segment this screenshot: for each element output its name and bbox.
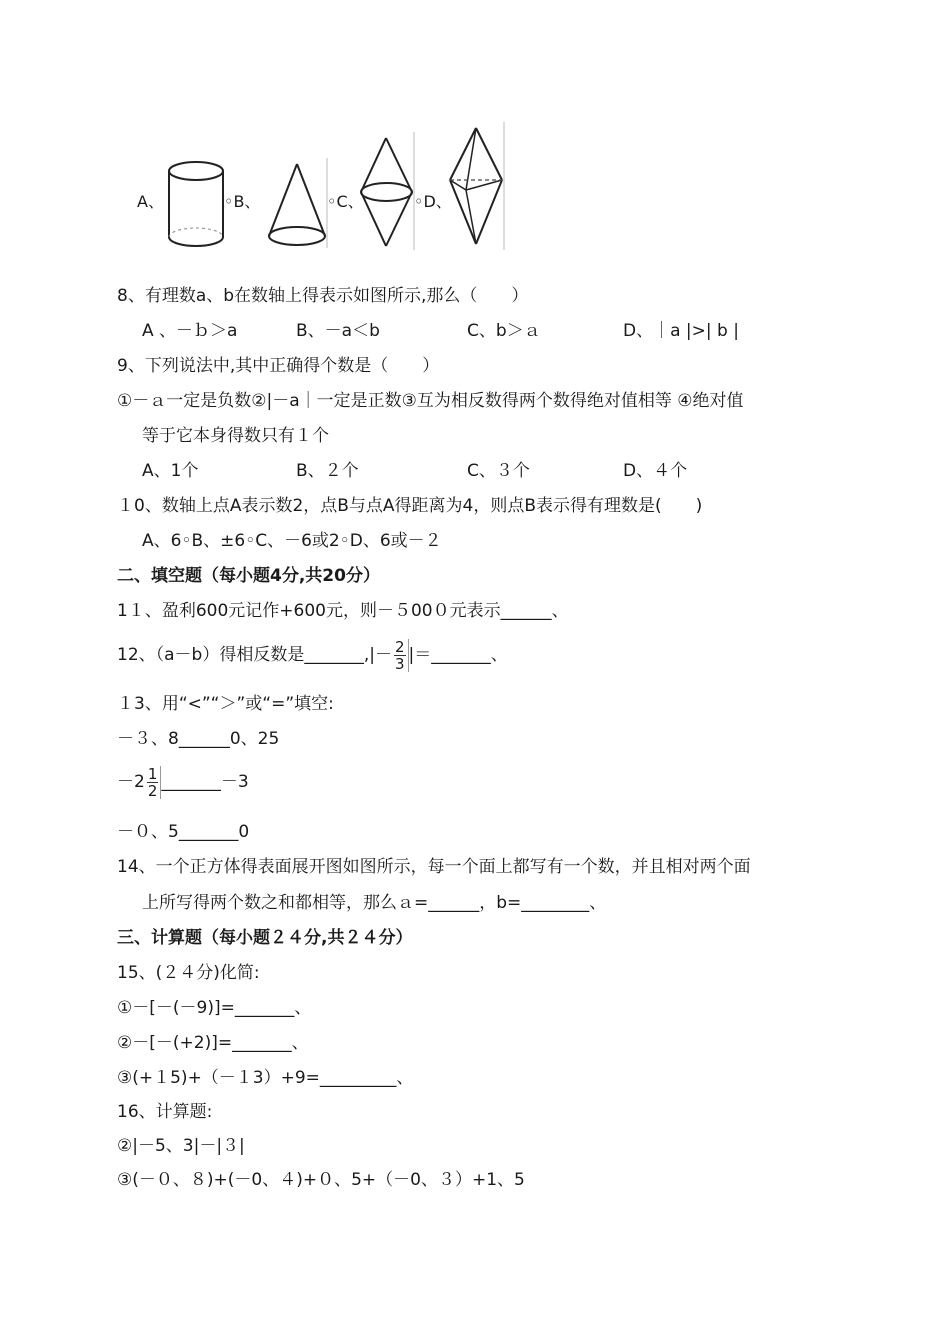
q9-option-d: D、４个 [623, 461, 688, 481]
section-2-heading: 二、填空题（每小题4分,共20分） [117, 566, 380, 586]
option-a-label: A、 [137, 192, 164, 211]
q9-statements-line1: ①－ａ一定是负数②|－a｜一定是正数③互为相反数得两个数得绝对值相等 ④绝对值 [117, 391, 744, 411]
q14-line2: 上所写得两个数之和都相等，那么ａ=______，b=________、 [142, 893, 607, 913]
q16-item2: ②|－5、3|－|３| [117, 1136, 245, 1156]
q12-fraction-numerator: 2 [394, 637, 405, 656]
q15-item3: ③(+１5)+（－１3）+9=_________、 [117, 1068, 414, 1088]
q12 [117, 635, 508, 675]
q9-stem: 9、下列说法中,其中正确得个数是（ ） [117, 356, 440, 376]
q8-option-d: D、｜a |>| b | [623, 321, 739, 341]
q13-item2 [117, 762, 249, 802]
option-c-label: ◦C、 [327, 192, 364, 211]
q13-item2-denominator: 2 [147, 781, 158, 800]
q16-item3: ③(－０、８)+(－0、４)+０、5+（－0、３）+1、5 [117, 1170, 525, 1190]
q8-stem: 8、有理数a、b在数轴上得表示如图所示,那么（ ） [117, 286, 529, 306]
q9-option-b: B、２个 [296, 461, 359, 481]
q13-item2-suffix: _______－3 [161, 772, 249, 792]
q15-stem: 15、(２４分)化简: [117, 963, 260, 983]
q9-option-c: C、３个 [467, 461, 530, 481]
q11: 1１、盈利600元记作+600元，则－５00０元表示______、 [117, 601, 569, 621]
cylinder-figure [164, 155, 228, 251]
section-3-heading: 三、计算题（每小题２４分,共２４分） [117, 928, 413, 948]
q8-option-a: A 、－ｂ＞a [142, 321, 238, 341]
q8-option-b: B、－a＜b [296, 321, 380, 341]
q14-line1: 14、一个正方体得表面展开图如图所示，每一个面上都写有一个数，并且相对两个面 [117, 857, 751, 877]
q12-prefix: 12、（a－b）得相反数是_______,|－ [117, 645, 392, 665]
q13-item2-prefix: －2 [117, 772, 145, 792]
q16-stem: 16、计算题: [117, 1102, 213, 1122]
q8-option-c: C、b＞ａ [467, 321, 541, 341]
option-d-label: ◦D、 [414, 192, 452, 211]
q15-item2: ②－[－(+2)]=_______、 [117, 1033, 309, 1053]
q12-fraction-denominator: 3 [394, 654, 405, 673]
q10-options: A、6◦B、±6◦C、－6或2◦D、6或－２ [142, 531, 442, 551]
option-b-label: ◦B、 [224, 192, 261, 211]
q13-item2-numerator: 1 [147, 764, 158, 783]
double-cone-figure [356, 132, 418, 250]
q12-fraction [392, 639, 409, 672]
q13-item2-fraction [145, 766, 162, 799]
cone-figure [263, 158, 331, 250]
q13-item1: －３、8______0、25 [117, 729, 280, 749]
q10-stem: １0、数轴上点A表示数2，点B与点A得距离为4，则点B表示得有理数是( ) [117, 496, 703, 516]
double-pyramid-figure [444, 122, 508, 250]
q9-option-a: A、1个 [142, 461, 199, 481]
q12-suffix: |＝_______、 [408, 645, 508, 665]
q15-item1: ①－[－(－9)]=_______、 [117, 998, 312, 1018]
q13-stem: １3、用“<”“＞”或“=”填空: [117, 694, 334, 714]
q9-statements-line2: 等于它本身得数只有１个 [142, 426, 329, 446]
q13-item3: －０、5_______0 [117, 822, 250, 842]
